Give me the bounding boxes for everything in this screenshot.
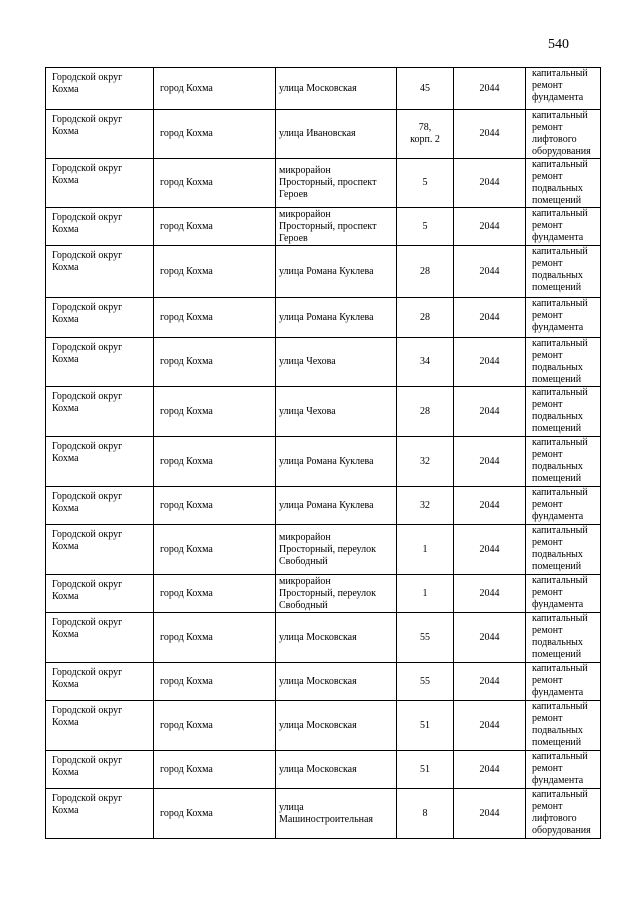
city-cell: город Кохма [154, 68, 276, 110]
house-number-cell-line: 34 [420, 356, 430, 367]
street-cell [276, 613, 397, 663]
city-cell: город Кохма [154, 613, 276, 663]
okrug-cell-line: Городской округ [52, 250, 123, 261]
street-cell-line: улица Романа Куклева [279, 455, 374, 467]
street-cell-line: Просторный, проспект [279, 177, 377, 188]
okrug-cell-line: Кохма [52, 805, 79, 816]
work-type-cell [526, 110, 601, 159]
house-number-cell [397, 437, 454, 487]
street-cell-line: Свободный [279, 599, 328, 611]
work-type-cell [526, 613, 601, 663]
work-type-cell-line: капитальный [532, 387, 588, 398]
city-cell: город Кохма [154, 751, 276, 789]
okrug-cell-line: Городской округ [52, 705, 123, 716]
okrug-cell-line: Городской округ [52, 163, 123, 174]
table-row [46, 751, 601, 789]
work-type-cell-line: подвальных [532, 725, 583, 736]
work-type-cell-line: помещений [532, 195, 582, 206]
work-type-cell [526, 68, 601, 110]
work-type-cell [526, 789, 601, 839]
year-cell: 2044 [454, 437, 526, 487]
year-cell: 2044 [454, 751, 526, 789]
okrug-cell-line: Кохма [52, 354, 79, 365]
street-cell [276, 525, 397, 575]
okrug-cell-line: Кохма [52, 314, 79, 325]
work-type-cell-line: помещений [532, 473, 582, 484]
work-type-cell-line: подвальных [532, 549, 583, 560]
year-cell: 2044 [454, 525, 526, 575]
house-number-cell-line: 5 [422, 177, 428, 188]
year-cell: 2044 [454, 246, 526, 298]
work-type-cell-line: капитальный [532, 575, 588, 586]
okrug-cell-line: Городской округ [52, 755, 123, 766]
okrug-cell [46, 789, 154, 839]
work-type-cell-line: капитальный [532, 208, 588, 219]
street-cell [276, 68, 397, 110]
okrug-cell-line: Кохма [52, 224, 79, 235]
year-cell: 2044 [454, 68, 526, 110]
house-number-cell-line: 1 [422, 587, 428, 599]
work-type-cell-line: подвальных [532, 183, 583, 194]
table-row [46, 437, 601, 487]
okrug-cell [46, 487, 154, 525]
table-row [46, 487, 601, 525]
work-type-cell-line: капитальный [532, 159, 588, 170]
house-number-cell [397, 663, 454, 701]
work-type-cell-line: ремонт [532, 763, 563, 774]
street-cell-line: улица Московская [279, 763, 357, 775]
table-row [46, 387, 601, 437]
house-number-cell-line: 28 [420, 311, 430, 323]
city-cell: город Кохма [154, 208, 276, 246]
house-number-cell-line: 55 [420, 675, 430, 687]
year-cell: 2044 [454, 298, 526, 338]
work-type-cell-line: капитальный [532, 663, 588, 674]
okrug-cell-line: Кохма [52, 126, 79, 137]
house-number-cell-line: 32 [420, 499, 430, 511]
okrug-cell [46, 110, 154, 159]
okrug-cell [46, 338, 154, 387]
house-number-cell [397, 208, 454, 246]
page-number: 540 [548, 37, 569, 52]
work-type-cell-line: помещений [532, 282, 582, 293]
table-row [46, 575, 601, 613]
work-type-cell [526, 208, 601, 246]
work-type-cell [526, 751, 601, 789]
okrug-cell-line: Городской округ [52, 617, 123, 628]
work-type-cell-line: капитальный [532, 68, 588, 79]
work-type-cell-line: фундамента [532, 511, 584, 522]
street-cell-line: улица Московская [279, 719, 357, 731]
year-cell: 2044 [454, 159, 526, 208]
okrug-cell [46, 663, 154, 701]
street-cell [276, 110, 397, 159]
house-number-cell-line: 45 [420, 82, 430, 94]
okrug-cell-line: Городской округ [52, 793, 123, 804]
street-cell [276, 663, 397, 701]
okrug-cell-line: Кохма [52, 629, 79, 640]
work-type-cell-line: фундамента [532, 92, 584, 103]
year-cell: 2044 [454, 387, 526, 437]
okrug-cell [46, 751, 154, 789]
street-cell [276, 298, 397, 338]
work-type-cell [526, 437, 601, 487]
work-type-cell [526, 298, 601, 338]
okrug-cell [46, 298, 154, 338]
house-number-cell [397, 387, 454, 437]
okrug-cell-line: Городской округ [52, 342, 123, 353]
work-type-cell-line: фундамента [532, 687, 584, 698]
city-cell: город Кохма [154, 159, 276, 208]
work-type-cell-line: капитальный [532, 487, 588, 498]
street-cell-line: Машиностроительная [279, 813, 374, 825]
street-cell-line: Героев [279, 189, 308, 200]
work-type-cell-line: подвальных [532, 461, 583, 472]
work-type-cell-line: ремонт [532, 675, 563, 686]
okrug-cell-line: Кохма [52, 453, 79, 464]
okrug-cell-line: Кохма [52, 717, 79, 728]
work-type-cell-line: помещений [532, 374, 582, 385]
work-type-cell [526, 575, 601, 613]
table-row [46, 110, 601, 159]
house-number-cell [397, 298, 454, 338]
work-type-cell [526, 525, 601, 575]
okrug-cell-line: Кохма [52, 541, 79, 552]
work-type-cell [526, 159, 601, 208]
work-type-cell-line: ремонт [532, 310, 563, 321]
work-type-cell-line: фундамента [532, 322, 584, 333]
work-type-cell-line: ремонт [532, 258, 563, 269]
work-type-cell-line: ремонт [532, 587, 563, 598]
okrug-cell [46, 525, 154, 575]
work-type-cell [526, 338, 601, 387]
house-number-cell [397, 338, 454, 387]
house-number-cell-line: 1 [422, 543, 428, 555]
house-number-cell-line: корп. 2 [410, 134, 440, 145]
okrug-cell [46, 613, 154, 663]
city-cell: город Кохма [154, 387, 276, 437]
work-type-cell [526, 663, 601, 701]
work-type-cell-line: подвальных [532, 411, 583, 422]
street-cell-line: улица Романа Куклева [279, 265, 374, 277]
okrug-cell [46, 159, 154, 208]
okrug-cell [46, 68, 154, 110]
street-cell-line: микрорайон [279, 208, 331, 220]
work-type-cell-line: ремонт [532, 499, 563, 510]
work-type-cell-line: капитальный [532, 525, 588, 536]
street-cell [276, 159, 397, 208]
okrug-cell-line: Городской округ [52, 529, 123, 540]
work-type-cell [526, 387, 601, 437]
year-cell: 2044 [454, 701, 526, 751]
work-type-cell-line: капитальный [532, 298, 588, 309]
year-cell: 2044 [454, 575, 526, 613]
street-cell [276, 789, 397, 839]
house-number-cell-line: 28 [420, 405, 430, 417]
street-cell [276, 751, 397, 789]
okrug-cell-line: Городской округ [52, 579, 123, 590]
house-number-cell-line: 32 [420, 455, 430, 467]
house-number-cell [397, 159, 454, 208]
work-type-cell-line: оборудования [532, 146, 591, 157]
table-row [46, 789, 601, 839]
house-number-cell [397, 110, 454, 159]
okrug-cell-line: Кохма [52, 591, 79, 602]
work-type-cell-line: оборудования [532, 825, 591, 836]
okrug-cell-line: Городской округ [52, 72, 123, 83]
work-type-cell-line: капитальный [532, 338, 588, 349]
work-type-cell-line: ремонт [532, 713, 563, 724]
work-type-cell-line: ремонт [532, 625, 563, 636]
year-cell: 2044 [454, 208, 526, 246]
work-type-cell-line: фундамента [532, 599, 584, 610]
work-type-cell-line: ремонт [532, 220, 563, 231]
work-type-cell-line: ремонт [532, 122, 563, 133]
work-type-cell-line: лифтового [532, 813, 577, 824]
table-row [46, 159, 601, 208]
table-row [46, 68, 601, 110]
year-cell: 2044 [454, 110, 526, 159]
street-cell [276, 487, 397, 525]
street-cell [276, 338, 397, 387]
table-row [46, 525, 601, 575]
work-type-cell-line: помещений [532, 737, 582, 748]
table-row [46, 208, 601, 246]
house-number-cell [397, 575, 454, 613]
street-cell [276, 575, 397, 613]
street-cell-line: улица Московская [279, 82, 357, 94]
table-row [46, 701, 601, 751]
work-type-cell [526, 246, 601, 298]
house-number-cell [397, 246, 454, 298]
okrug-cell [46, 208, 154, 246]
house-number-cell-line: 55 [420, 631, 430, 643]
city-cell: город Кохма [154, 110, 276, 159]
okrug-cell [46, 575, 154, 613]
city-cell: город Кохма [154, 701, 276, 751]
year-cell: 2044 [454, 613, 526, 663]
okrug-cell-line: Городской округ [52, 491, 123, 502]
okrug-cell [46, 387, 154, 437]
street-cell [276, 701, 397, 751]
work-type-cell-line: подвальных [532, 637, 583, 648]
house-number-cell [397, 487, 454, 525]
street-cell [276, 387, 397, 437]
house-number-cell-line: 51 [420, 719, 430, 731]
year-cell: 2044 [454, 663, 526, 701]
work-type-cell-line: капитальный [532, 701, 588, 712]
year-cell: 2044 [454, 487, 526, 525]
city-cell: город Кохма [154, 487, 276, 525]
work-type-cell-line: ремонт [532, 171, 563, 182]
street-cell-line: улица Романа Куклева [279, 311, 374, 323]
work-type-cell-line: ремонт [532, 80, 563, 91]
house-number-cell-line: 51 [420, 763, 430, 775]
street-cell-line: Просторный, переулок [279, 543, 376, 555]
work-type-cell-line: лифтового [532, 134, 577, 145]
street-cell-line: улица Ивановская [279, 128, 356, 139]
okrug-cell-line: Кохма [52, 262, 79, 273]
house-number-cell-line: 5 [422, 220, 428, 232]
work-type-cell-line: ремонт [532, 399, 563, 410]
house-number-cell [397, 751, 454, 789]
okrug-cell-line: Кохма [52, 503, 79, 514]
year-cell: 2044 [454, 789, 526, 839]
work-type-cell-line: помещений [532, 561, 582, 572]
year-cell: 2044 [454, 338, 526, 387]
work-type-cell-line: фундамента [532, 232, 584, 243]
okrug-cell-line: Кохма [52, 679, 79, 690]
okrug-cell-line: Кохма [52, 175, 79, 186]
street-cell-line: улица Московская [279, 675, 357, 687]
work-type-cell [526, 701, 601, 751]
street-cell [276, 246, 397, 298]
work-type-cell-line: ремонт [532, 801, 563, 812]
street-cell-line: улица Московская [279, 631, 357, 643]
okrug-cell-line: Кохма [52, 403, 79, 414]
work-type-cell-line: помещений [532, 649, 582, 660]
table-row [46, 338, 601, 387]
street-cell-line: улица Чехова [279, 405, 336, 417]
house-number-cell [397, 789, 454, 839]
okrug-cell-line: Городской округ [52, 302, 123, 313]
work-type-cell-line: капитальный [532, 751, 588, 762]
okrug-cell-line: Городской округ [52, 114, 123, 125]
house-number-cell [397, 701, 454, 751]
house-number-cell [397, 525, 454, 575]
work-type-cell-line: капитальный [532, 246, 588, 257]
work-type-cell-line: подвальных [532, 270, 583, 281]
house-number-cell-line: 8 [422, 807, 428, 819]
city-cell: город Кохма [154, 663, 276, 701]
house-number-cell [397, 68, 454, 110]
okrug-cell [46, 701, 154, 751]
okrug-cell-line: Городской округ [52, 212, 123, 223]
okrug-cell-line: Городской округ [52, 391, 123, 402]
street-cell-line: улица [279, 801, 304, 813]
work-type-cell-line: подвальных [532, 362, 583, 373]
city-cell: город Кохма [154, 338, 276, 387]
street-cell-line: улица Чехова [279, 356, 336, 367]
city-cell: город Кохма [154, 246, 276, 298]
table-row [46, 246, 601, 298]
table-row [46, 613, 601, 663]
street-cell-line: Героев [279, 232, 308, 244]
house-number-cell-line: 78, [418, 122, 432, 133]
work-type-cell-line: капитальный [532, 789, 588, 800]
work-type-cell-line: ремонт [532, 350, 563, 361]
okrug-cell [46, 246, 154, 298]
street-cell-line: микрорайон [279, 575, 331, 587]
work-type-cell-line: капитальный [532, 613, 588, 624]
work-type-cell-line: ремонт [532, 537, 563, 548]
okrug-cell-line: Городской округ [52, 441, 123, 452]
work-type-cell-line: капитальный [532, 437, 588, 448]
repair-schedule-table [45, 67, 601, 839]
table-row [46, 298, 601, 338]
okrug-cell-line: Кохма [52, 767, 79, 778]
street-cell-line: микрорайон [279, 531, 331, 543]
city-cell: город Кохма [154, 789, 276, 839]
city-cell: город Кохма [154, 575, 276, 613]
okrug-cell-line: Городской округ [52, 667, 123, 678]
work-type-cell-line: капитальный [532, 110, 588, 121]
house-number-cell [397, 613, 454, 663]
street-cell-line: Просторный, переулок [279, 587, 376, 599]
work-type-cell [526, 487, 601, 525]
street-cell-line: микрорайон [279, 165, 331, 176]
city-cell: город Кохма [154, 298, 276, 338]
table-row [46, 663, 601, 701]
work-type-cell-line: фундамента [532, 775, 584, 786]
okrug-cell [46, 437, 154, 487]
okrug-cell-line: Кохма [52, 84, 79, 95]
city-cell: город Кохма [154, 525, 276, 575]
street-cell-line: улица Романа Куклева [279, 499, 374, 511]
table-body [46, 68, 601, 839]
street-cell [276, 208, 397, 246]
street-cell-line: Свободный [279, 555, 328, 567]
street-cell-line: Просторный, проспект [279, 220, 377, 232]
work-type-cell-line: помещений [532, 423, 582, 434]
city-cell: город Кохма [154, 437, 276, 487]
house-number-cell-line: 28 [420, 265, 430, 277]
street-cell [276, 437, 397, 487]
work-type-cell-line: ремонт [532, 449, 563, 460]
